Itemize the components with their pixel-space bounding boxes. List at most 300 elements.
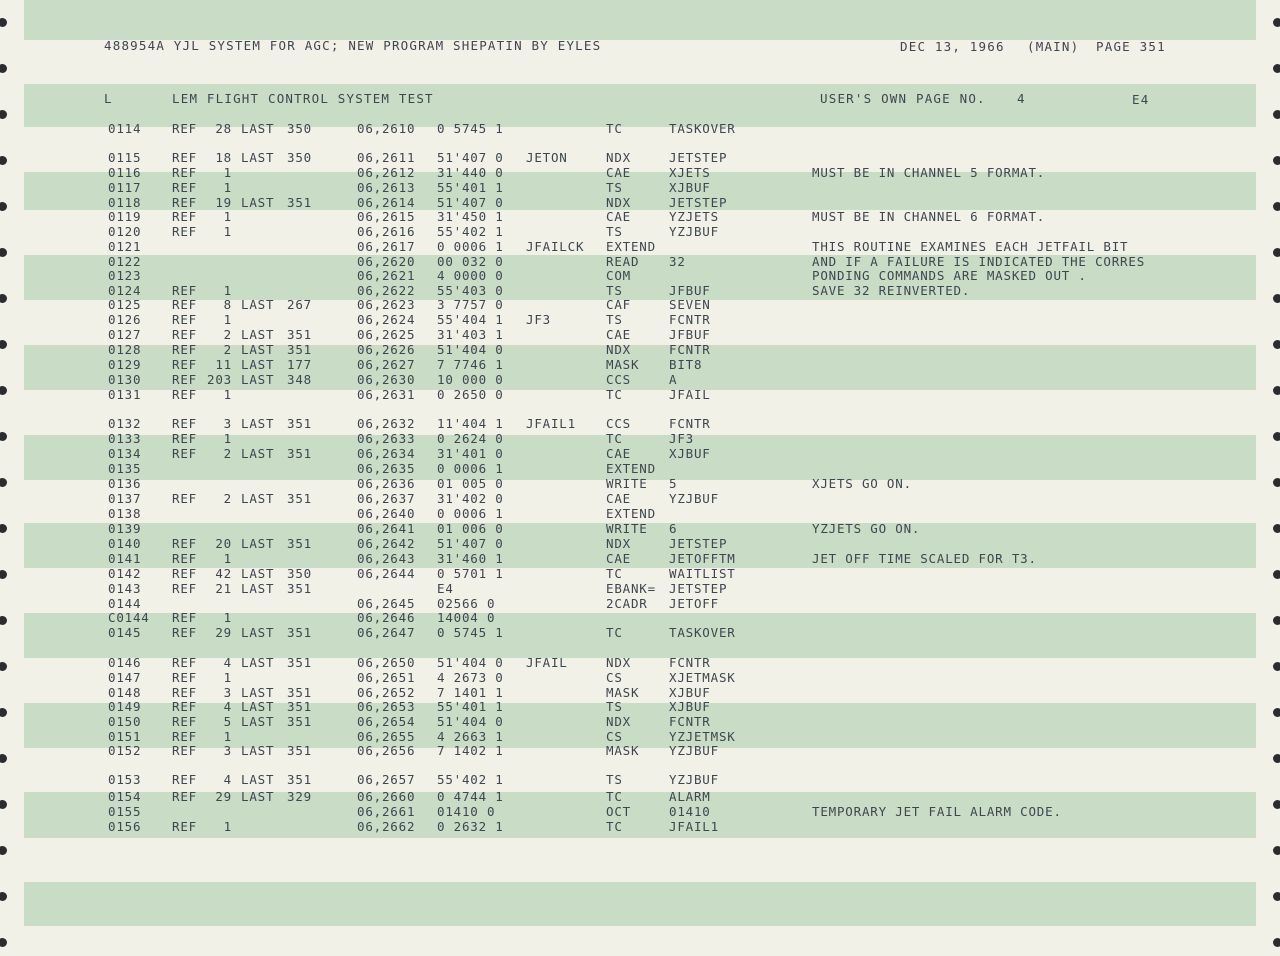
subheader-title: LEM FLIGHT CONTROL SYSTEM TEST bbox=[172, 91, 434, 106]
listing-row bbox=[0, 210, 1280, 224]
cell-refno: 1 bbox=[223, 283, 232, 298]
cell-op: WRITE bbox=[606, 476, 648, 491]
users-page-label: USER'S OWN PAGE NO. bbox=[820, 91, 986, 106]
cell-operand: YZJBUF bbox=[669, 743, 719, 758]
cell-last: LAST bbox=[241, 566, 275, 581]
cell-ref: REF bbox=[172, 372, 197, 387]
cell-operand: ALARM bbox=[669, 789, 711, 804]
cell-refno: 29 bbox=[215, 789, 232, 804]
cell-last: LAST bbox=[241, 743, 275, 758]
cell-op: NDX bbox=[606, 150, 631, 165]
cell-line: 0137 bbox=[108, 491, 142, 506]
cell-op: TC bbox=[606, 566, 623, 581]
cell-last: LAST bbox=[241, 121, 275, 136]
cell-last: LAST bbox=[241, 536, 275, 551]
listing-row bbox=[0, 328, 1280, 342]
cell-op: NDX bbox=[606, 536, 631, 551]
cell-page: 351 bbox=[287, 446, 312, 461]
cell-last: LAST bbox=[241, 581, 275, 596]
cell-code: 51'404 0 bbox=[437, 655, 504, 670]
cell-ref: REF bbox=[172, 180, 197, 195]
cell-last: LAST bbox=[241, 699, 275, 714]
cell-operand: XJETMASK bbox=[669, 670, 736, 685]
feed-hole bbox=[0, 846, 7, 855]
cell-page: 351 bbox=[287, 655, 312, 670]
listing-row bbox=[0, 313, 1280, 327]
cell-last: LAST bbox=[241, 625, 275, 640]
listing-row bbox=[0, 358, 1280, 372]
listing-row bbox=[0, 255, 1280, 269]
cell-operand: WAITLIST bbox=[669, 566, 736, 581]
listing-row bbox=[0, 151, 1280, 165]
cell-refno: 4 bbox=[223, 772, 232, 787]
cell-refno: 20 bbox=[215, 536, 232, 551]
cell-ref: REF bbox=[172, 625, 197, 640]
cell-page: 351 bbox=[287, 342, 312, 357]
feed-hole bbox=[1273, 938, 1280, 947]
cell-addr: 06,2625 bbox=[357, 327, 416, 342]
cell-operand: YZJBUF bbox=[669, 224, 719, 239]
cell-operand: YZJETMSK bbox=[669, 729, 736, 744]
cell-refno: 21 bbox=[215, 581, 232, 596]
cell-addr: 06,2642 bbox=[357, 536, 416, 551]
cell-page: 177 bbox=[287, 357, 312, 372]
cell-line: 0119 bbox=[108, 209, 142, 224]
listing-row bbox=[0, 805, 1280, 819]
cell-refno: 3 bbox=[223, 416, 232, 431]
cell-op: EBANK= bbox=[606, 581, 656, 596]
cell-last: LAST bbox=[241, 655, 275, 670]
cell-code: 0 0006 1 bbox=[437, 461, 504, 476]
cell-comment: PONDING COMMANDS ARE MASKED OUT . bbox=[812, 268, 1087, 283]
cell-line: 0121 bbox=[108, 239, 142, 254]
cell-operand: XJBUF bbox=[669, 446, 711, 461]
cell-op: COM bbox=[606, 268, 631, 283]
cell-comment: TEMPORARY JET FAIL ALARM CODE. bbox=[812, 804, 1062, 819]
cell-code: 7 1402 1 bbox=[437, 743, 504, 758]
listing-row bbox=[0, 181, 1280, 195]
cell-op: MASK bbox=[606, 357, 640, 372]
cell-code: 55'404 1 bbox=[437, 312, 504, 327]
cell-code: 55'402 1 bbox=[437, 772, 504, 787]
cell-code: 4 0000 0 bbox=[437, 268, 504, 283]
cell-operand: JETSTEP bbox=[669, 581, 728, 596]
cell-code: 51'407 0 bbox=[437, 150, 504, 165]
cell-addr: 06,2637 bbox=[357, 491, 416, 506]
cell-ref: REF bbox=[172, 566, 197, 581]
listing-row bbox=[0, 744, 1280, 758]
cell-refno: 42 bbox=[215, 566, 232, 581]
cell-operand: YZJBUF bbox=[669, 772, 719, 787]
cell-refno: 203 bbox=[207, 372, 232, 387]
cell-code: 55'401 1 bbox=[437, 699, 504, 714]
cell-op: NDX bbox=[606, 714, 631, 729]
cell-addr: 06,2621 bbox=[357, 268, 416, 283]
cell-op: TC bbox=[606, 431, 623, 446]
cell-refno: 11 bbox=[215, 357, 232, 372]
cell-page: 267 bbox=[287, 297, 312, 312]
cell-ref: REF bbox=[172, 536, 197, 551]
cell-line: 0151 bbox=[108, 729, 142, 744]
cell-line: 0155 bbox=[108, 804, 142, 819]
listing-row bbox=[0, 373, 1280, 387]
cell-refno: 19 bbox=[215, 195, 232, 210]
cell-label: JFAILCK bbox=[526, 239, 585, 254]
cell-refno: 1 bbox=[223, 209, 232, 224]
cell-ref: REF bbox=[172, 699, 197, 714]
listing-row bbox=[0, 686, 1280, 700]
cell-op: TC bbox=[606, 387, 623, 402]
cell-page: 351 bbox=[287, 714, 312, 729]
cell-line: 0128 bbox=[108, 342, 142, 357]
listing-row bbox=[0, 492, 1280, 506]
cell-addr: 06,2661 bbox=[357, 804, 416, 819]
listing-row bbox=[0, 611, 1280, 625]
cell-ref: REF bbox=[172, 789, 197, 804]
listing-row bbox=[0, 298, 1280, 312]
cell-line: 0149 bbox=[108, 699, 142, 714]
cell-addr: 06,2655 bbox=[357, 729, 416, 744]
cell-op: EXTEND bbox=[606, 461, 656, 476]
cell-addr: 06,2623 bbox=[357, 297, 416, 312]
cell-ref: REF bbox=[172, 446, 197, 461]
cell-op: CAF bbox=[606, 297, 631, 312]
cell-op: TC bbox=[606, 819, 623, 834]
feed-hole bbox=[0, 110, 7, 119]
cell-operand: JFBUF bbox=[669, 327, 711, 342]
cell-addr: 06,2644 bbox=[357, 566, 416, 581]
cell-comment: THIS ROUTINE EXAMINES EACH JETFAIL BIT bbox=[812, 239, 1129, 254]
cell-code: 01 005 0 bbox=[437, 476, 504, 491]
cell-code: 01410 0 bbox=[437, 804, 496, 819]
cell-code: 51'407 0 bbox=[437, 195, 504, 210]
listing-row bbox=[0, 462, 1280, 476]
listing-row bbox=[0, 773, 1280, 787]
cell-refno: 1 bbox=[223, 387, 232, 402]
cell-op: CAE bbox=[606, 327, 631, 342]
feed-hole bbox=[1273, 846, 1280, 855]
cell-line: 0138 bbox=[108, 506, 142, 521]
cell-op: CAE bbox=[606, 209, 631, 224]
cell-addr: 06,2645 bbox=[357, 596, 416, 611]
cell-addr: 06,2613 bbox=[357, 180, 416, 195]
cell-page: 351 bbox=[287, 327, 312, 342]
listing-row bbox=[0, 432, 1280, 446]
cell-operand: XJBUF bbox=[669, 699, 711, 714]
cell-ref: REF bbox=[172, 327, 197, 342]
cell-addr: 06,2660 bbox=[357, 789, 416, 804]
cell-code: 31'403 1 bbox=[437, 327, 504, 342]
cell-ref: REF bbox=[172, 387, 197, 402]
cell-op: TS bbox=[606, 224, 623, 239]
cell-op: CAE bbox=[606, 165, 631, 180]
cell-line: 0125 bbox=[108, 297, 142, 312]
cell-operand: SEVEN bbox=[669, 297, 711, 312]
cell-line: 0120 bbox=[108, 224, 142, 239]
cell-code: 0 5701 1 bbox=[437, 566, 504, 581]
cell-addr: 06,2653 bbox=[357, 699, 416, 714]
listing-row bbox=[0, 820, 1280, 834]
cell-code: 0 2632 1 bbox=[437, 819, 504, 834]
cell-line: 0152 bbox=[108, 743, 142, 758]
cell-refno: 18 bbox=[215, 150, 232, 165]
cell-line: 0153 bbox=[108, 772, 142, 787]
cell-op: CCS bbox=[606, 372, 631, 387]
cell-ref: REF bbox=[172, 165, 197, 180]
cell-addr: 06,2622 bbox=[357, 283, 416, 298]
cell-addr: 06,2654 bbox=[357, 714, 416, 729]
cell-operand: A bbox=[669, 372, 678, 387]
cell-addr: 06,2620 bbox=[357, 254, 416, 269]
cell-addr: 06,2626 bbox=[357, 342, 416, 357]
cell-refno: 2 bbox=[223, 327, 232, 342]
listing-row bbox=[0, 537, 1280, 551]
feed-hole bbox=[0, 892, 7, 901]
cell-page: 351 bbox=[287, 699, 312, 714]
cell-line: 0146 bbox=[108, 655, 142, 670]
cell-op: TS bbox=[606, 283, 623, 298]
cell-last: LAST bbox=[241, 195, 275, 210]
cell-line: 0115 bbox=[108, 150, 142, 165]
cell-refno: 3 bbox=[223, 743, 232, 758]
cell-code: 4 2673 0 bbox=[437, 670, 504, 685]
cell-last: LAST bbox=[241, 416, 275, 431]
cell-line: 0127 bbox=[108, 327, 142, 342]
cell-last: LAST bbox=[241, 491, 275, 506]
cell-comment: YZJETS GO ON. bbox=[812, 521, 921, 536]
cell-ref: REF bbox=[172, 655, 197, 670]
cell-addr: 06,2641 bbox=[357, 521, 416, 536]
cell-page: 351 bbox=[287, 491, 312, 506]
cell-code: 51'404 0 bbox=[437, 342, 504, 357]
cell-line: 0132 bbox=[108, 416, 142, 431]
cell-operand: 5 bbox=[669, 476, 678, 491]
cell-label: JF3 bbox=[526, 312, 551, 327]
cell-ref: REF bbox=[172, 121, 197, 136]
cell-addr: 06,2651 bbox=[357, 670, 416, 685]
cell-code: 31'440 0 bbox=[437, 165, 504, 180]
cell-line: 0117 bbox=[108, 180, 142, 195]
cell-line: 0134 bbox=[108, 446, 142, 461]
header-section: (MAIN) bbox=[1027, 39, 1080, 54]
cell-operand: JETSTEP bbox=[669, 536, 728, 551]
cell-operand: JFAIL bbox=[669, 387, 711, 402]
cell-operand: 6 bbox=[669, 521, 678, 536]
cell-refno: 1 bbox=[223, 819, 232, 834]
cell-operand: JETSTEP bbox=[669, 150, 728, 165]
cell-label: JETON bbox=[526, 150, 568, 165]
cell-refno: 2 bbox=[223, 342, 232, 357]
cell-last: LAST bbox=[241, 789, 275, 804]
cell-page: 351 bbox=[287, 772, 312, 787]
cell-page: 348 bbox=[287, 372, 312, 387]
listing-row bbox=[0, 671, 1280, 685]
cell-addr: 06,2627 bbox=[357, 357, 416, 372]
cell-refno: 4 bbox=[223, 699, 232, 714]
cell-addr: 06,2646 bbox=[357, 610, 416, 625]
feed-hole bbox=[1273, 64, 1280, 73]
cell-line: 0126 bbox=[108, 312, 142, 327]
cell-refno: 1 bbox=[223, 165, 232, 180]
cell-last: LAST bbox=[241, 446, 275, 461]
cell-addr: 06,2657 bbox=[357, 772, 416, 787]
cell-line: 0114 bbox=[108, 121, 142, 136]
cell-ref: REF bbox=[172, 431, 197, 446]
cell-last: LAST bbox=[241, 342, 275, 357]
cell-refno: 1 bbox=[223, 431, 232, 446]
cell-line: 0133 bbox=[108, 431, 142, 446]
cell-ref: REF bbox=[172, 209, 197, 224]
cell-line: 0136 bbox=[108, 476, 142, 491]
cell-refno: 2 bbox=[223, 491, 232, 506]
cell-comment: MUST BE IN CHANNEL 6 FORMAT. bbox=[812, 209, 1046, 224]
cell-code: 55'403 0 bbox=[437, 283, 504, 298]
cell-op: CS bbox=[606, 670, 623, 685]
cell-addr: 06,2631 bbox=[357, 387, 416, 402]
listing-row bbox=[0, 240, 1280, 254]
cell-operand: XJBUF bbox=[669, 180, 711, 195]
cell-ref: REF bbox=[172, 729, 197, 744]
cell-addr: 06,2632 bbox=[357, 416, 416, 431]
cell-code: 11'404 1 bbox=[437, 416, 504, 431]
cell-op: TC bbox=[606, 789, 623, 804]
listing-row bbox=[0, 417, 1280, 431]
listing-row bbox=[0, 656, 1280, 670]
cell-code: 31'460 1 bbox=[437, 551, 504, 566]
cell-refno: 28 bbox=[215, 121, 232, 136]
cell-refno: 3 bbox=[223, 685, 232, 700]
cell-ref: REF bbox=[172, 195, 197, 210]
listing-row bbox=[0, 284, 1280, 298]
cell-line: 0144 bbox=[108, 596, 142, 611]
cell-line: 0123 bbox=[108, 268, 142, 283]
cell-ref: REF bbox=[172, 714, 197, 729]
listing-row bbox=[0, 269, 1280, 283]
cell-operand: JFBUF bbox=[669, 283, 711, 298]
cell-refno: 1 bbox=[223, 729, 232, 744]
cell-ref: REF bbox=[172, 551, 197, 566]
cell-op: CAE bbox=[606, 551, 631, 566]
listing-row bbox=[0, 597, 1280, 611]
cell-line: 0118 bbox=[108, 195, 142, 210]
cell-last: LAST bbox=[241, 714, 275, 729]
cell-line: 0145 bbox=[108, 625, 142, 640]
cell-line: 0140 bbox=[108, 536, 142, 551]
cell-ref: REF bbox=[172, 312, 197, 327]
cell-op: MASK bbox=[606, 685, 640, 700]
cell-code: 51'404 0 bbox=[437, 714, 504, 729]
cell-refno: 2 bbox=[223, 446, 232, 461]
cell-page: 329 bbox=[287, 789, 312, 804]
cell-operand: 32 bbox=[669, 254, 686, 269]
listing-row bbox=[0, 582, 1280, 596]
cell-code: 31'450 1 bbox=[437, 209, 504, 224]
cell-page: 351 bbox=[287, 195, 312, 210]
cell-op: NDX bbox=[606, 195, 631, 210]
cell-comment: XJETS GO ON. bbox=[812, 476, 912, 491]
cell-line: 0141 bbox=[108, 551, 142, 566]
feed-hole bbox=[1273, 110, 1280, 119]
cell-op: NDX bbox=[606, 342, 631, 357]
cell-ref: REF bbox=[172, 743, 197, 758]
cell-page: 351 bbox=[287, 536, 312, 551]
cell-addr: 06,2614 bbox=[357, 195, 416, 210]
cell-page: 351 bbox=[287, 416, 312, 431]
cell-refno: 1 bbox=[223, 670, 232, 685]
cell-op: WRITE bbox=[606, 521, 648, 536]
cell-code: 10 000 0 bbox=[437, 372, 504, 387]
cell-line: 0156 bbox=[108, 819, 142, 834]
listing-row bbox=[0, 730, 1280, 744]
cell-comment: SAVE 32 REINVERTED. bbox=[812, 283, 971, 298]
cell-line: 0148 bbox=[108, 685, 142, 700]
cell-op: 2CADR bbox=[606, 596, 648, 611]
cell-operand: JETSTEP bbox=[669, 195, 728, 210]
cell-operand: FCNTR bbox=[669, 342, 711, 357]
cell-ref: REF bbox=[172, 224, 197, 239]
cell-ref: REF bbox=[172, 610, 197, 625]
cell-line: C0144 bbox=[108, 610, 150, 625]
cell-addr: 06,2635 bbox=[357, 461, 416, 476]
listing-row bbox=[0, 567, 1280, 581]
header-left: 488954A YJL SYSTEM FOR AGC; NEW PROGRAM SHEPATIN BY EYLES bbox=[104, 38, 602, 53]
cell-code: 0 4744 1 bbox=[437, 789, 504, 804]
cell-op: TS bbox=[606, 699, 623, 714]
cell-code: 0 5745 1 bbox=[437, 625, 504, 640]
cell-ref: REF bbox=[172, 819, 197, 834]
cell-operand: FCNTR bbox=[669, 714, 711, 729]
cell-op: CAE bbox=[606, 491, 631, 506]
cell-line: 0147 bbox=[108, 670, 142, 685]
listing-row bbox=[0, 715, 1280, 729]
cell-addr: 06,2652 bbox=[357, 685, 416, 700]
cell-line: 0135 bbox=[108, 461, 142, 476]
cell-page: 350 bbox=[287, 566, 312, 581]
cell-code: 0 2650 0 bbox=[437, 387, 504, 402]
cell-line: 0139 bbox=[108, 521, 142, 536]
cell-page: 350 bbox=[287, 150, 312, 165]
cell-addr: 06,2624 bbox=[357, 312, 416, 327]
cell-op: OCT bbox=[606, 804, 631, 819]
cell-code: 14004 0 bbox=[437, 610, 496, 625]
listing-row bbox=[0, 447, 1280, 461]
cell-operand: XJETS bbox=[669, 165, 711, 180]
cell-addr: 06,2616 bbox=[357, 224, 416, 239]
cell-ref: REF bbox=[172, 357, 197, 372]
cell-addr: 06,2610 bbox=[357, 121, 416, 136]
feed-hole bbox=[0, 64, 7, 73]
cell-page: 350 bbox=[287, 121, 312, 136]
cell-last: LAST bbox=[241, 372, 275, 387]
cell-addr: 06,2647 bbox=[357, 625, 416, 640]
listing-row bbox=[0, 196, 1280, 210]
cell-op: CCS bbox=[606, 416, 631, 431]
cell-refno: 4 bbox=[223, 655, 232, 670]
feed-hole bbox=[0, 938, 7, 947]
cell-code: 31'401 0 bbox=[437, 446, 504, 461]
cell-page: 351 bbox=[287, 685, 312, 700]
cell-op: TS bbox=[606, 180, 623, 195]
cell-refno: 1 bbox=[223, 180, 232, 195]
cell-addr: 06,2612 bbox=[357, 165, 416, 180]
cell-op: EXTEND bbox=[606, 506, 656, 521]
cell-last: LAST bbox=[241, 297, 275, 312]
cell-operand: FCNTR bbox=[669, 655, 711, 670]
cell-code: 02566 0 bbox=[437, 596, 496, 611]
cell-comment: JET OFF TIME SCALED FOR T3. bbox=[812, 551, 1037, 566]
listing-row bbox=[0, 522, 1280, 536]
cell-line: 0122 bbox=[108, 254, 142, 269]
